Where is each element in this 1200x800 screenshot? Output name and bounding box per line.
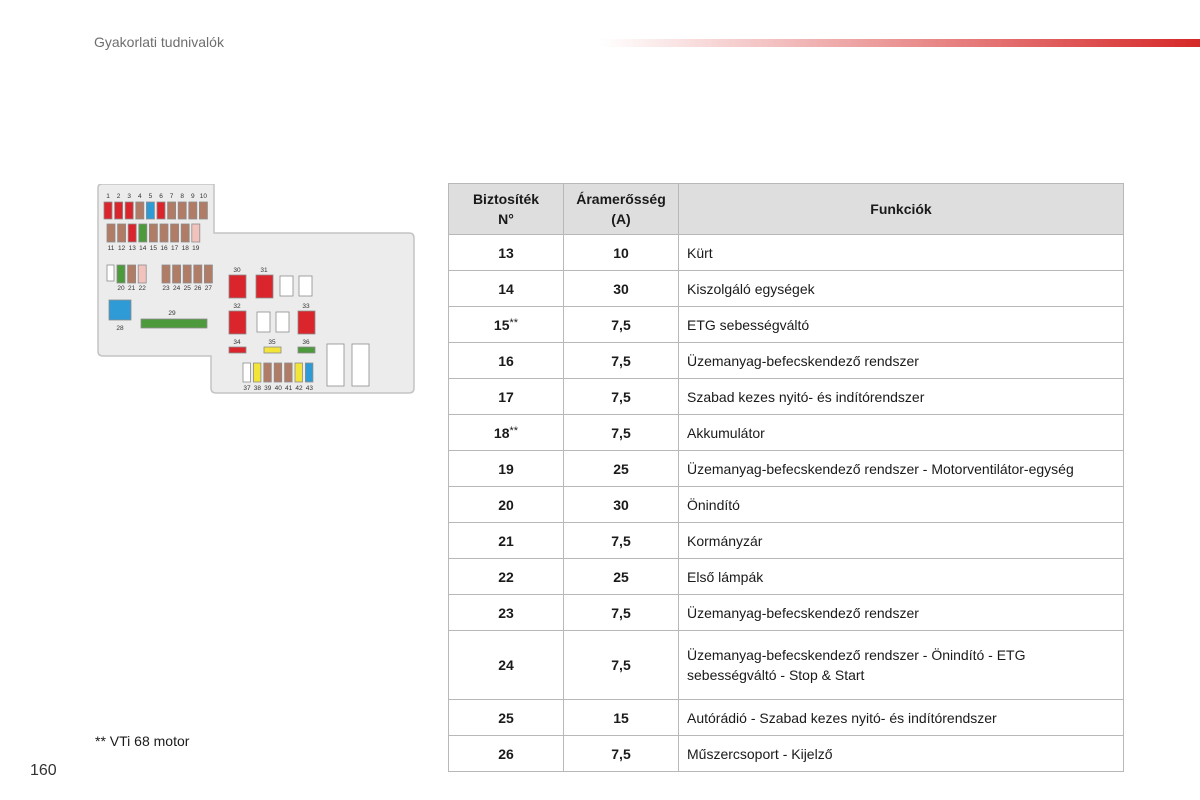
fuse-box-diagram xyxy=(96,184,416,398)
fuse-label-8: 8 xyxy=(180,193,185,200)
fuse-label-25: 25 xyxy=(183,285,191,292)
footnote-marker: ** xyxy=(509,316,519,329)
table-row xyxy=(449,736,1124,772)
fuse-label-39: 39 xyxy=(264,385,272,392)
fuse-amperage: 7,5 xyxy=(564,343,679,379)
fuse-9 xyxy=(189,202,197,219)
fuse-number xyxy=(449,271,564,307)
fuse-13 xyxy=(128,224,136,242)
fuse-label-18: 18 xyxy=(181,245,189,252)
fuse-number-value: 21 xyxy=(498,532,514,549)
header-amperage xyxy=(564,184,679,235)
fuse-29 xyxy=(141,319,207,328)
table-row xyxy=(449,271,1124,307)
fuse-30 xyxy=(229,275,246,298)
fuse-function-line2: sebességváltó - Stop & Start xyxy=(687,667,865,683)
header-fuse-line1: Biztosíték xyxy=(472,191,540,207)
fuse-23 xyxy=(162,265,170,283)
fuse-function: Szabad kezes nyitó- és indítórendszer xyxy=(679,379,1124,415)
fuse-number-value: 17 xyxy=(498,388,514,405)
header-functions: Funkciók xyxy=(679,184,1124,235)
fuse-label-27: 27 xyxy=(204,285,213,292)
fuse-26 xyxy=(194,265,202,283)
fuse-function: Autórádió - Szabad kezes nyitó- és indítórendszer xyxy=(679,700,1124,736)
fuse-label-19: 19 xyxy=(192,245,200,252)
fuse-label-15: 15 xyxy=(149,245,158,252)
footnote-marker: ** xyxy=(509,424,519,437)
fuse-7 xyxy=(168,202,176,219)
fuse-39 xyxy=(264,363,272,382)
fuse-number xyxy=(449,700,564,736)
table-row xyxy=(449,451,1124,487)
fuse-function: Kürt xyxy=(679,235,1124,271)
header-amp-line2: (A) xyxy=(611,211,631,227)
fuse-amperage: 25 xyxy=(564,451,679,487)
fuse-label-1: 1 xyxy=(106,193,110,200)
fuse-label-21: 21 xyxy=(127,285,136,292)
fuse-number xyxy=(449,343,564,379)
fuse-22 xyxy=(138,265,146,283)
fuse-spare-slot xyxy=(107,265,114,281)
fuse-amperage: 7,5 xyxy=(564,379,679,415)
fuse-label-30: 30 xyxy=(233,267,241,274)
fuse-label-42: 42 xyxy=(295,385,303,392)
fuse-6 xyxy=(157,202,165,219)
fuse-function: Kormányzár xyxy=(679,523,1124,559)
fuse-number-value: 14 xyxy=(498,280,514,297)
fuse-15 xyxy=(149,224,157,242)
fuse-label-35: 35 xyxy=(268,339,276,346)
fuse-slot-empty xyxy=(299,276,312,296)
fuse-14 xyxy=(139,224,147,242)
footnote: ** VTi 68 motor xyxy=(95,733,190,749)
fuse-number-value: 16 xyxy=(498,352,514,369)
fuse-19 xyxy=(192,224,200,242)
fuse-number xyxy=(449,487,564,523)
fuse-38 xyxy=(253,363,261,382)
fuse-18 xyxy=(181,224,189,242)
fuse-amperage: 7,5 xyxy=(564,415,679,451)
fuse-label-31: 31 xyxy=(260,267,268,274)
fuse-number xyxy=(449,595,564,631)
header-fuse-number xyxy=(449,184,564,235)
table-row xyxy=(449,487,1124,523)
fuse-27 xyxy=(204,265,212,283)
fuse-number-value: 22 xyxy=(498,568,514,585)
fuse-11 xyxy=(107,224,115,242)
table-row xyxy=(449,700,1124,736)
table-row xyxy=(449,415,1124,451)
fuse-36 xyxy=(298,347,315,353)
table-row xyxy=(449,307,1124,343)
fuse-label-6: 6 xyxy=(159,193,163,200)
fuse-4 xyxy=(136,202,144,219)
fuse-5 xyxy=(146,202,154,219)
fuse-label-12: 12 xyxy=(117,245,126,252)
fuse-amperage: 10 xyxy=(564,235,679,271)
fuse-number xyxy=(449,523,564,559)
fuse-10 xyxy=(199,202,207,219)
fuse-label-13: 13 xyxy=(128,245,136,252)
table-row xyxy=(449,379,1124,415)
fuse-label-3: 3 xyxy=(127,193,132,200)
fuse-slot-empty xyxy=(257,312,270,332)
page-number: 160 xyxy=(30,762,57,779)
table-row xyxy=(449,559,1124,595)
fuse-function: Akkumulátor xyxy=(679,415,1124,451)
fuse-2 xyxy=(115,202,123,219)
fuse-amperage: 7,5 xyxy=(564,736,679,772)
fuse-function xyxy=(679,631,1124,700)
fuse-amperage: 30 xyxy=(564,487,679,523)
fuse-label-28: 28 xyxy=(116,325,124,332)
fuse-37 xyxy=(243,363,251,382)
fuse-label-43: 43 xyxy=(305,385,314,392)
fuse-function: Üzemanyag-befecskendező rendszer xyxy=(679,595,1124,631)
fuse-number-value: 19 xyxy=(498,460,514,477)
fuse-label-37: 37 xyxy=(243,385,251,392)
fuse-number-value: 13 xyxy=(498,244,514,261)
header-accent-bar xyxy=(600,39,1200,47)
fuse-number-value: 25 xyxy=(498,709,514,726)
fuse-number xyxy=(449,736,564,772)
fuse-function-line1: Üzemanyag-befecskendező rendszer - Önindító - ETG xyxy=(687,647,1026,663)
fuse-table xyxy=(448,183,1124,772)
fuse-function: Kiszolgáló egységek xyxy=(679,271,1124,307)
fuse-number xyxy=(449,451,564,487)
table-row xyxy=(449,235,1124,271)
fuse-amperage: 7,5 xyxy=(564,523,679,559)
header-fuse-line2: N° xyxy=(498,211,514,227)
fuse-number-value: 15 xyxy=(493,316,510,333)
fuse-label-17: 17 xyxy=(170,245,179,252)
fuse-1 xyxy=(104,202,112,219)
relay-slot xyxy=(327,344,344,386)
fuse-43 xyxy=(305,363,313,382)
fuse-8 xyxy=(178,202,186,219)
fuse-label-22: 22 xyxy=(138,285,146,292)
fuse-label-5: 5 xyxy=(148,193,153,200)
fuse-slot-empty xyxy=(280,276,293,296)
fuse-label-26: 26 xyxy=(194,285,202,292)
fuse-number-value: 26 xyxy=(498,745,514,762)
fuse-function: Önindító xyxy=(679,487,1124,523)
fuse-number-value: 24 xyxy=(498,657,514,673)
fuse-number xyxy=(449,379,564,415)
fuse-label-34: 34 xyxy=(233,339,241,346)
fuse-41 xyxy=(285,363,293,382)
fuse-amperage: 7,5 xyxy=(564,595,679,631)
fuse-amperage: 30 xyxy=(564,271,679,307)
fuse-34 xyxy=(229,347,246,353)
fuse-label-10: 10 xyxy=(199,193,208,200)
fuse-label-32: 32 xyxy=(233,303,241,310)
header-amp-line1: Áramerősség xyxy=(576,191,666,207)
fuse-label-11: 11 xyxy=(107,245,115,252)
fuse-40 xyxy=(274,363,282,382)
fuse-amperage: 25 xyxy=(564,559,679,595)
fuse-16 xyxy=(160,224,168,242)
fuse-20 xyxy=(117,265,125,283)
fuse-number-value: 20 xyxy=(498,496,514,513)
fuse-28 xyxy=(109,300,131,320)
fuse-number xyxy=(449,559,564,595)
table-row xyxy=(449,631,1124,700)
fuse-function: Üzemanyag-befecskendező rendszer - Motorventilátor-egység xyxy=(679,451,1124,487)
fuse-function: Üzemanyag-befecskendező rendszer xyxy=(679,343,1124,379)
fuse-42 xyxy=(295,363,303,382)
fuse-label-38: 38 xyxy=(253,385,262,392)
table-row xyxy=(449,523,1124,559)
table-row xyxy=(449,343,1124,379)
fuse-17 xyxy=(171,224,179,242)
fuse-label-9: 9 xyxy=(190,193,195,200)
fuse-label-20: 20 xyxy=(117,285,125,292)
fuse-label-40: 40 xyxy=(274,385,282,392)
fuse-label-24: 24 xyxy=(172,285,181,292)
fuse-label-16: 16 xyxy=(160,245,168,252)
fuse-number xyxy=(449,415,564,451)
fuse-label-14: 14 xyxy=(139,245,147,252)
fuse-label-2: 2 xyxy=(116,193,121,200)
fuse-label-33: 33 xyxy=(302,303,310,310)
fuse-function: ETG sebességváltó xyxy=(679,307,1124,343)
fuse-number xyxy=(449,235,564,271)
fuse-label-36: 36 xyxy=(302,339,310,346)
fuse-label-41: 41 xyxy=(284,385,293,392)
fuse-31 xyxy=(256,275,273,298)
fuse-function: Műszercsoport - Kijelző xyxy=(679,736,1124,772)
fuse-number xyxy=(449,307,564,343)
table-row xyxy=(449,595,1124,631)
fuse-label-7: 7 xyxy=(169,193,174,200)
fuse-3 xyxy=(125,202,133,219)
fuse-24 xyxy=(173,265,181,283)
fuse-amperage: 15 xyxy=(564,700,679,736)
relay-slot xyxy=(352,344,369,386)
section-title: Gyakorlati tudnivalók xyxy=(94,34,224,50)
fuse-number-value: 18 xyxy=(493,424,510,441)
fuse-slot-empty xyxy=(276,312,289,332)
fuse-21 xyxy=(128,265,136,283)
fuse-amperage: 7,5 xyxy=(564,631,679,700)
fuse-amperage: 7,5 xyxy=(564,307,679,343)
table-header-row xyxy=(449,184,1124,235)
fuse-12 xyxy=(118,224,126,242)
fuse-label-29: 29 xyxy=(168,310,176,317)
fuse-function: Első lámpák xyxy=(679,559,1124,595)
fuse-33 xyxy=(298,311,315,334)
fuse-number-value: 23 xyxy=(498,604,514,621)
fuse-number xyxy=(449,631,564,700)
fuse-32 xyxy=(229,311,246,334)
fuse-25 xyxy=(183,265,191,283)
fuse-35 xyxy=(264,347,281,353)
fuse-label-23: 23 xyxy=(162,285,170,292)
fuse-label-4: 4 xyxy=(137,193,142,200)
